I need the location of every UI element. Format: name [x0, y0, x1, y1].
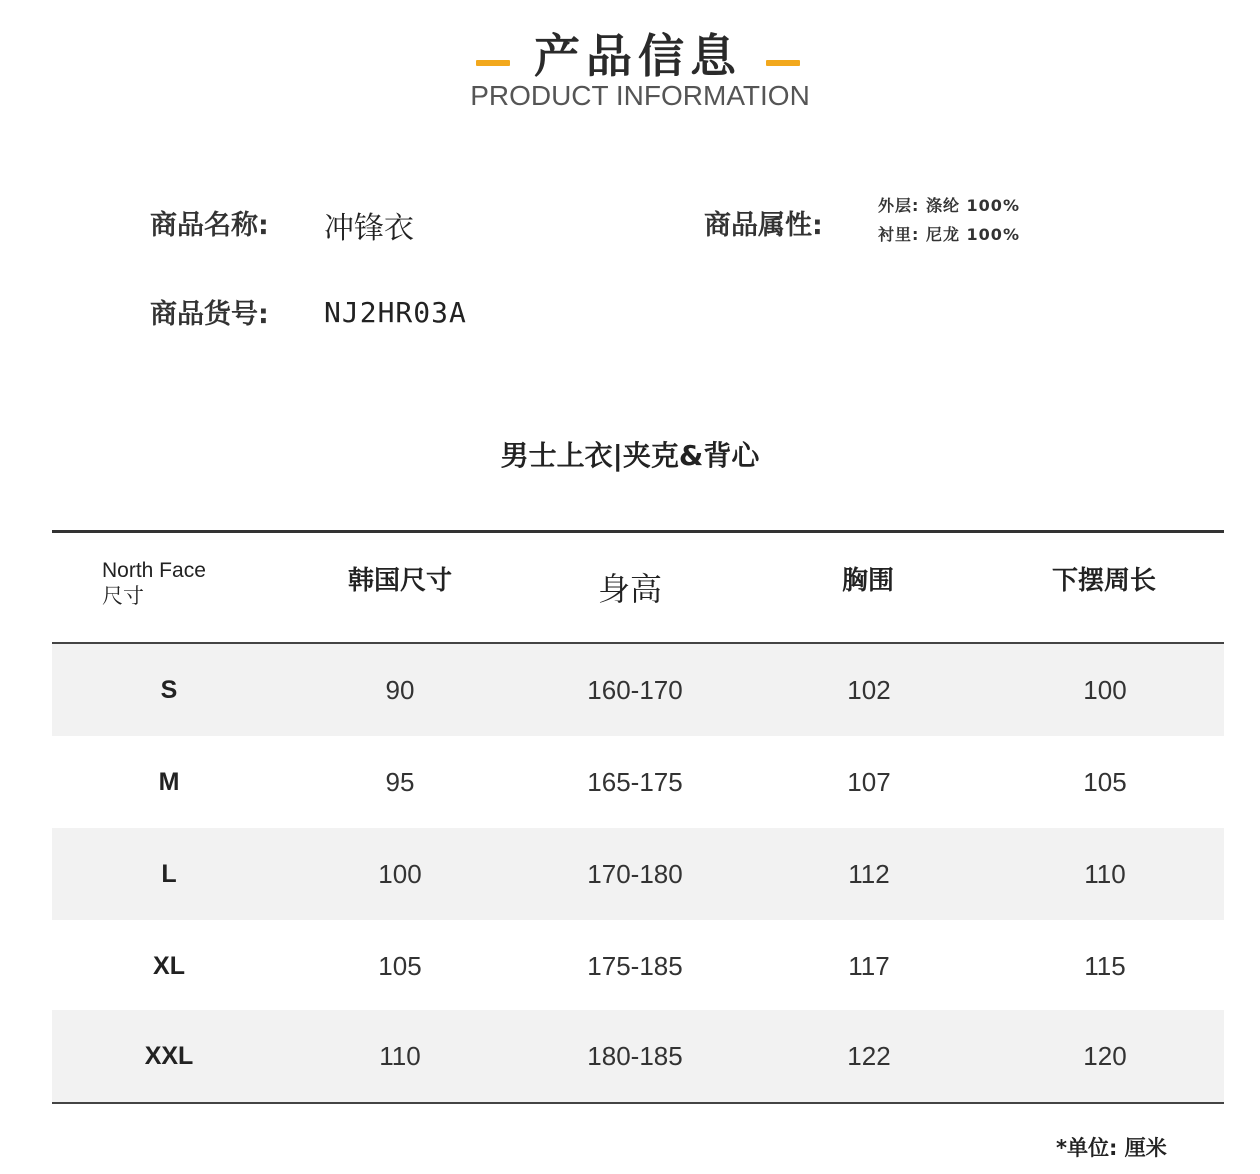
unit-footnote: *单位: 厘米: [1056, 1136, 1167, 1160]
header-hem: 下摆周长: [1051, 566, 1156, 596]
size-cell: S: [160, 676, 178, 704]
height-cell: 175-185: [587, 951, 683, 981]
table-bottom-rule: [52, 1102, 1224, 1104]
size-chart-title: 男士上衣|夹克&背心: [500, 439, 760, 472]
chest-cell: 122: [847, 1041, 891, 1071]
hem-cell: 115: [1084, 951, 1126, 981]
table-row: [52, 828, 1224, 920]
table-row: [52, 644, 1224, 736]
hem-cell: 100: [1083, 675, 1127, 705]
page-subtitle: PRODUCT INFORMATION: [470, 80, 810, 111]
accent-bar-left: [476, 60, 510, 66]
page-header: [0, 12, 1260, 82]
product-code-label: 商品货号:: [150, 299, 269, 330]
table-row: [52, 1010, 1224, 1102]
chest-cell: 117: [848, 951, 890, 981]
size-cell: XXL: [144, 1042, 194, 1070]
product-attr-label: 商品属性:: [704, 210, 823, 241]
size-cell: L: [161, 860, 177, 888]
hem-cell: 110: [1084, 859, 1126, 889]
korea-size-cell: 95: [385, 767, 415, 797]
height-cell: 170-180: [587, 859, 683, 889]
header-korea-size: 韩国尺寸: [347, 566, 452, 596]
height-cell: 165-175: [587, 767, 683, 797]
accent-bar-right: [766, 60, 800, 66]
korea-size-cell: 110: [379, 1041, 421, 1071]
chest-cell: 112: [848, 859, 890, 889]
header-northface-size: North Face 尺寸: [102, 559, 206, 608]
hem-cell: 105: [1083, 767, 1127, 797]
height-cell: 180-185: [587, 1041, 683, 1071]
chest-cell: 107: [847, 767, 891, 797]
chest-cell: 102: [847, 675, 891, 705]
page-title: 产品信息: [534, 29, 742, 83]
product-name-value: 冲锋衣: [324, 211, 414, 246]
header-height: 身高: [597, 570, 662, 608]
attr-line-lining: 衬里: 尼龙 100%: [878, 225, 1020, 244]
korea-size-cell: 105: [378, 951, 422, 981]
table-top-rule: [52, 530, 1224, 533]
table-row: [52, 736, 1224, 828]
size-cell: XL: [153, 952, 185, 980]
product-name-label: 商品名称:: [150, 210, 269, 241]
height-cell: 160-170: [587, 675, 683, 705]
korea-size-cell: 90: [385, 675, 415, 705]
table-row: [52, 920, 1224, 1012]
hem-cell: 120: [1083, 1041, 1127, 1071]
attr-line-outer: 外层: 涤纶 100%: [878, 196, 1020, 215]
korea-size-cell: 100: [378, 859, 422, 889]
header-chest: 胸围: [841, 566, 894, 596]
product-code-value: NJ2HR03A: [324, 296, 467, 329]
size-cell: M: [158, 768, 180, 796]
